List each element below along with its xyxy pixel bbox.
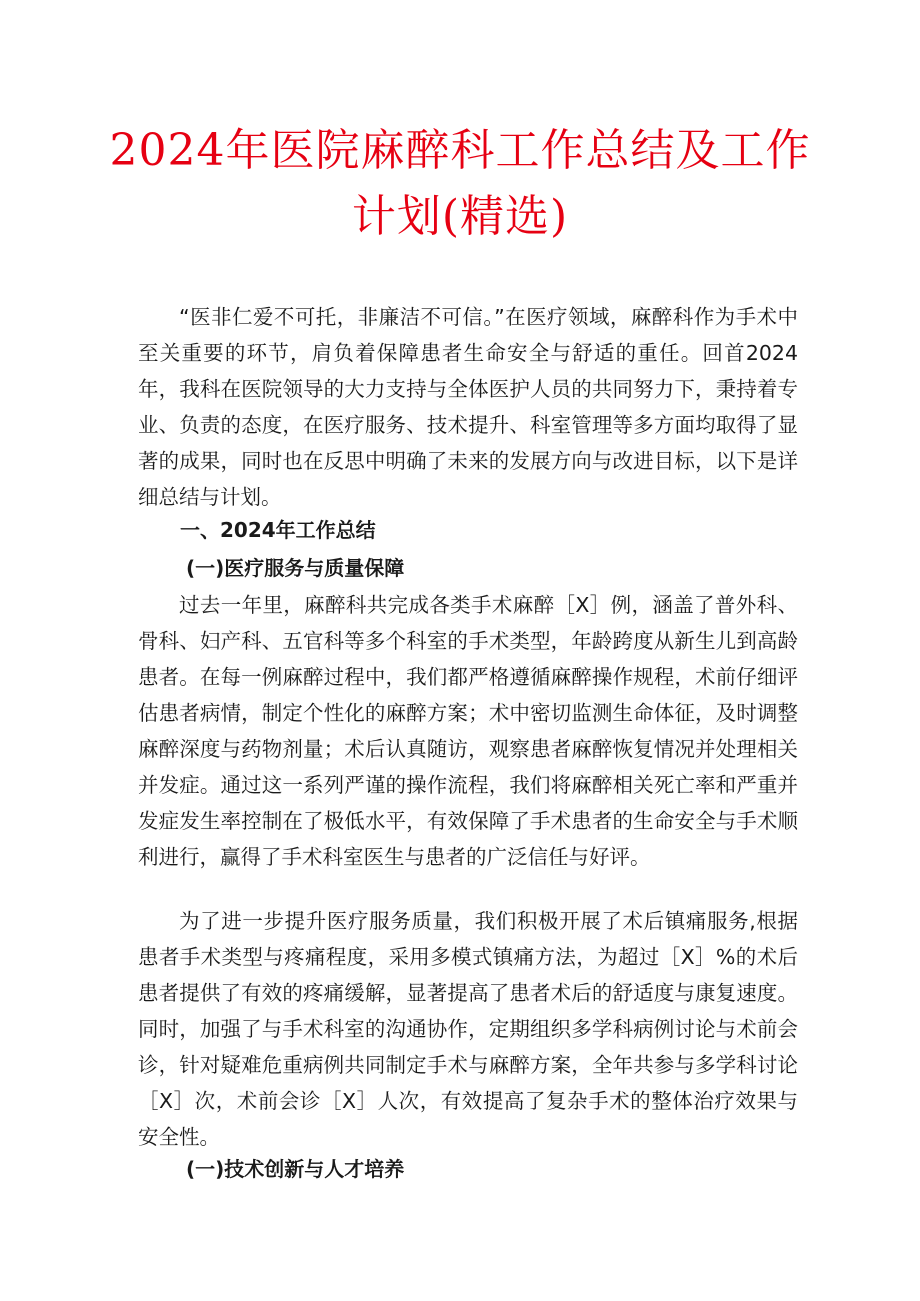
paragraph-pain-management: 为了进一步提升医疗服务质量，我们积极开展了术后镇痛服务,根据患者手术类型与疼痛程度，采用多模式镇痛方法，为超过［X］%的术后患者提供了有效的疼痛缓解，显著提高了患者术后的舒适度与康复速度。同时，加强了与手术科室的沟通协作，定期组织多学科病例讨论与术前会诊，针对疑难危重病例共同制定手术与麻醉方案，全年共参与多学科讨论［X］次，术前会诊［X］人次，有效提高了复杂手术的整体治疗效果与安全性。 xyxy=(138,909,798,1149)
section-heading-summary: 一、2024年工作总结 xyxy=(180,518,376,542)
intro-paragraph: “医非仁爱不可托，非廉洁不可信。”在医疗领域，麻醉科作为手术中至关重要的环节，肩负着保障患者生命安全与舒适的重任。回首2024年，我科在医院领导的大力支持与全体医护人员的共同努力下，秉持着专业、负责的态度，在医疗服务、技术提升、科室管理等多方面均取得了显著的成果，同时也在反思中明确了未来的发展方向与改进目标，以下是详细总结与计划。 xyxy=(138,305,798,509)
subsection-heading-tech-innovation: (一)技术创新与人才培养 xyxy=(186,1157,405,1181)
subsection-heading-medical-service: (一)医疗服务与质量保障 xyxy=(186,556,405,580)
document-title: 2024年医院麻醉科工作总结及工作计划(精选) xyxy=(109,125,811,242)
paragraph-medical-service: 过去一年里，麻醉科共完成各类手术麻醉［X］例，涵盖了普外科、骨科、妇产科、五官科等多个科室的手术类型，年龄跨度从新生儿到高龄患者。在每一例麻醉过程中，我们都严格遵循麻醉操作规程，术前仔细评估患者病情，制定个性化的麻醉方案；术中密切监测生命体征，及时调整麻醉深度与药物剂量；术后认真随访，观察患者麻醉恢复情况并处理相关并发症。通过这一系列严谨的操作流程，我们将麻醉相关死亡率和严重并发症发生率控制在了极低水平，有效保障了手术患者的生命安全与手术顺利进行，赢得了手术科室医生与患者的广泛信任与好评。 xyxy=(138,593,798,869)
